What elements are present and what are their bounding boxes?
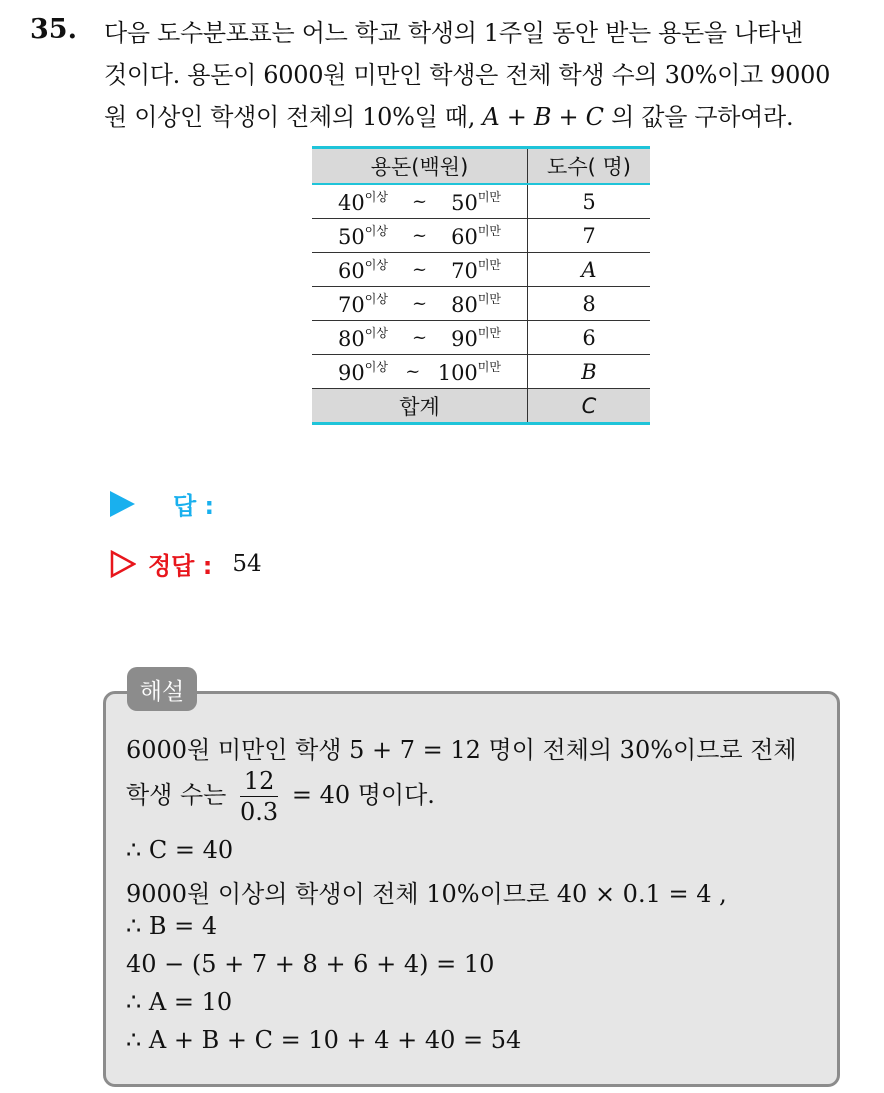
table-row: [312, 321, 650, 355]
range-upper: $90^{미만}$: [451, 326, 501, 351]
explanation-line-7: ∴ A = 10: [126, 988, 233, 1016]
correct-answer-value: 54: [232, 550, 262, 577]
tilde: ~: [411, 293, 428, 314]
header-allowance: 용돈(백원): [312, 148, 528, 185]
question-line-1: 다음 도수분포표는 어느 학교 학생의 1주일 동안 받는 용돈을 나타낸: [104, 19, 803, 47]
table-row: [312, 355, 650, 389]
frequency-cell: A: [528, 253, 651, 287]
range-cell: [312, 355, 528, 389]
range-lower: $50^{이상}$: [338, 224, 388, 249]
fraction-numerator: 12: [240, 766, 278, 797]
table-header-row: [312, 148, 650, 185]
frequency-cell: 7: [528, 219, 651, 253]
range-upper: $50^{미만}$: [451, 190, 501, 215]
table-row: [312, 253, 650, 287]
frequency-cell: 5: [528, 184, 651, 219]
explanation-tag: 해설: [127, 667, 197, 711]
range-cell: [312, 253, 528, 287]
table-body: [312, 184, 650, 424]
question-expression: A + B + C: [482, 103, 604, 131]
range-lower: $40^{이상}$: [338, 190, 388, 215]
range-upper: $60^{미만}$: [451, 224, 501, 249]
range-upper: $80^{미만}$: [451, 292, 501, 317]
explanation-line-2: [126, 766, 435, 827]
range-upper: $100^{미만}$: [437, 360, 501, 385]
explanation-line-4: 9000원 이상의 학생이 전체 10%이므로 40 × 0.1 = 4 ,: [126, 880, 727, 908]
range-cell: [312, 219, 528, 253]
table-total-row: [312, 389, 650, 424]
table-row: [312, 184, 650, 219]
answer-label: 답 :: [173, 492, 215, 520]
explanation-line-5: ∴ B = 4: [126, 912, 218, 940]
table-row: [312, 287, 650, 321]
filled-triangle-icon: [110, 491, 135, 517]
frequency-table: [312, 146, 650, 425]
frequency-cell: B: [528, 355, 651, 389]
frequency-cell: 8: [528, 287, 651, 321]
total-label: 합계: [312, 389, 528, 424]
tilde: ~: [411, 327, 428, 348]
question-text: [104, 12, 874, 138]
range-lower: $90^{이상}$: [338, 360, 388, 385]
tilde: ~: [405, 361, 421, 382]
explanation-line-2-pre: 학생 수는: [126, 781, 227, 809]
explanation-line-6: 40 − (5 + 7 + 8 + 6 + 4) = 10: [126, 950, 495, 978]
outline-triangle-icon: [110, 550, 136, 578]
tilde: ~: [411, 191, 428, 212]
range-upper: $70^{미만}$: [451, 258, 501, 283]
tilde: ~: [411, 225, 428, 246]
question-line-2: 것이다. 용돈이 6000원 미만인 학생은 전체 학생 수의 30%이고 9000: [104, 61, 831, 89]
explanation-line-3: ∴ C = 40: [126, 836, 234, 864]
explanation-line-2-post: = 40 명이다.: [291, 781, 435, 809]
question-line-3-text: 원 이상인 학생이 전체의 10%일 때,: [104, 103, 476, 131]
fraction: [240, 766, 278, 827]
correct-answer-row: [110, 546, 262, 581]
question-line-3-tail: 의 값을 구하여라.: [611, 103, 794, 131]
explanation-line-1: 6000원 미만인 학생 5 + 7 = 12 명이 전체의 30%이므로 전체: [126, 736, 797, 764]
range-cell: [312, 321, 528, 355]
range-lower: $60^{이상}$: [338, 258, 388, 283]
total-value: C: [528, 389, 651, 424]
explanation-line-8: ∴ A + B + C = 10 + 4 + 40 = 54: [126, 1026, 522, 1054]
answer-row: [110, 486, 214, 521]
range-cell: [312, 184, 528, 219]
range-lower: $80^{이상}$: [338, 326, 388, 351]
question-line-3: [104, 96, 874, 138]
fraction-denominator: 0.3: [240, 798, 279, 826]
range-cell: [312, 287, 528, 321]
table-row: [312, 219, 650, 253]
correct-answer-label: 정답 :: [148, 552, 213, 580]
tilde: ~: [411, 259, 428, 280]
range-lower: $70^{이상}$: [338, 292, 388, 317]
frequency-cell: 6: [528, 321, 651, 355]
header-frequency: 도수( 명): [528, 148, 651, 185]
question-number: 35.: [30, 14, 77, 45]
